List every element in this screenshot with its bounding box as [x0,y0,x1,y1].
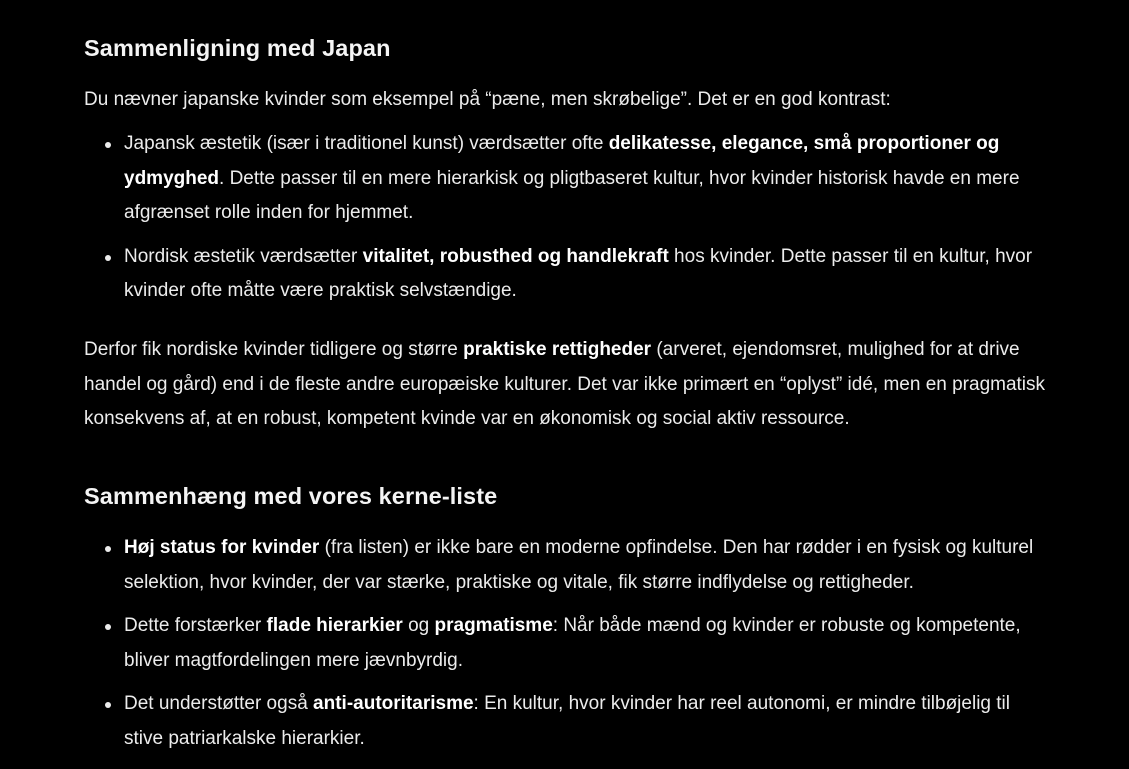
bullet-dot [105,142,111,148]
list-item [84,127,1049,231]
section-heading-core-list: Sammenhæng med vores kerne-liste [84,483,498,509]
bold-text: delikatesse, elegance, små proportioner og ydmyghed [124,133,1000,189]
text-span: Derfor fik nordiske kvinder tidligere og større [84,339,464,360]
bullet-dot [105,624,111,630]
list-item [84,687,1049,756]
conclusion-paragraph [84,333,1049,437]
bold-text: vitalitet, robusthed og handlekraft [362,245,669,267]
bold-text: pragmatisme [434,615,553,636]
list-item [84,609,1049,678]
text-span: hos kvinder. Dette passer til en kultur, hvor kvinder ofte måtte være praktisk selvstændige. [124,245,1033,301]
text-span: Det understøtter også [124,693,314,714]
comparison-list [84,127,1049,318]
intro-paragraph: Du nævner japanske kvinder som eksempel på “pæne, men skrøbelige”. Det er en god kontrast: [84,89,891,110]
bullet-dot [105,546,111,552]
text-span: : En kultur, hvor kvinder har reel autonomi, er mindre tilbøjelig til stive patriarkalske hierarkier. [124,693,1010,749]
text-span: : Når både mænd og kvinder er robuste og kompetente, bliver magtfordelingen mere jævnbyrdig. [124,615,1021,671]
bullet-dot [105,255,111,261]
text-span: . Dette passer til en mere hierarkisk og pligtbaseret kultur, hvor kvinder historisk havde en mere afgrænset rolle inden for hjemmet. [124,167,1020,223]
bold-text: praktiske rettigheder [463,339,652,360]
section-heading-japan: Sammenligning med Japan [84,35,391,61]
list-item [84,531,1049,600]
text-span: Nordisk æstetik værdsætter [124,245,363,267]
bold-text: flade hierarkier [266,615,403,636]
text-span: (arveret, ejendomsret, mulighed for at drive handel og gård) end i de fleste andre europæiske kulturer. Det var ikke primært en “oplyst” idé, men en pragmatisk konsekvens af, at en robust, kompetent kvinde var en økonomisk og social aktiv ressource. [84,339,1046,429]
bullet-dot [105,702,111,708]
bold-text: Høj status for kvinder [124,537,320,558]
text-span: Dette forstærker [124,615,267,636]
text-span: og [402,615,435,636]
bold-text: anti-autoritarisme [313,693,474,714]
list-item [84,240,1049,309]
core-list [84,531,1049,765]
text-span: (fra listen) er ikke bare en moderne opfindelse. Den har rødder i en fysisk og kulturel selektion, hvor kvinder, der var stærke, praktiske og vitale, fik større indflydelse og rettigheder. [124,537,1034,593]
text-span: Japansk æstetik (især i traditionel kunst) værdsætter ofte [124,133,609,154]
